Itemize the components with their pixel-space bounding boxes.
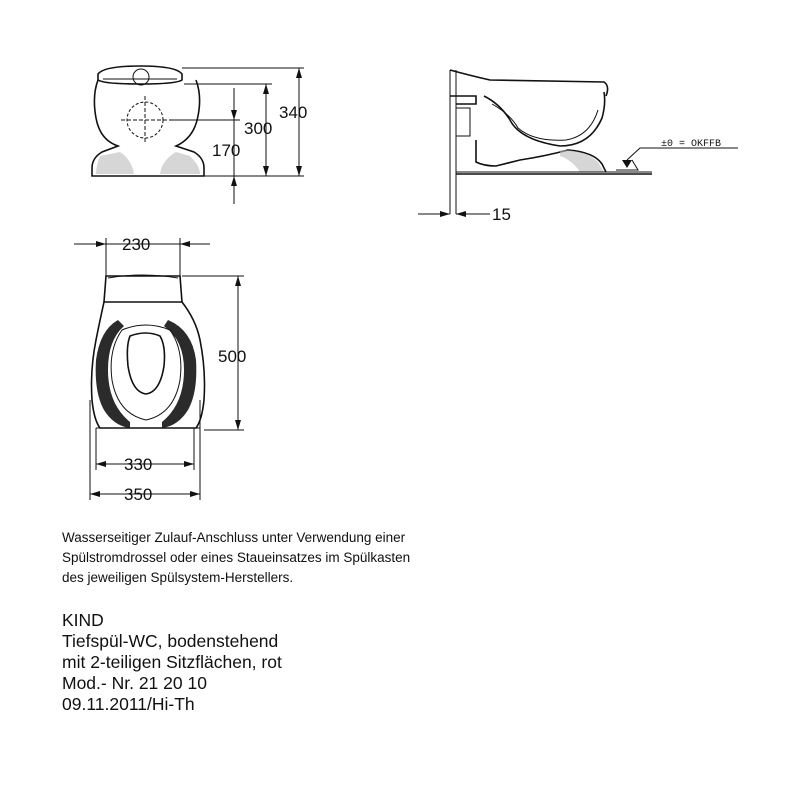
side-view bbox=[450, 70, 738, 214]
dim-350: 350 bbox=[124, 485, 153, 504]
product-date: 09.11.2011/Hi-Th bbox=[62, 694, 195, 714]
dim-340: 340 bbox=[279, 103, 308, 122]
product-model: Mod.- Nr. 21 20 10 bbox=[62, 673, 207, 693]
dim-230: 230 bbox=[122, 235, 151, 254]
note-line-2: Spülstromdrossel oder eines Staueinsatzes im Spülkasten bbox=[62, 550, 411, 565]
product-description-2: mit 2-teiligen Sitzflächen, rot bbox=[62, 652, 282, 672]
note-line-1: Wasserseitiger Zulauf-Anschluss unter Verwendung einer bbox=[62, 530, 406, 545]
note-line-3: des jeweiligen Spülsystem-Herstellers. bbox=[62, 570, 294, 585]
dim-500: 500 bbox=[218, 347, 247, 366]
dim-300: 300 bbox=[244, 119, 273, 138]
product-description-1: Tiefspül-WC, bodenstehend bbox=[62, 631, 279, 651]
reference-label: ±0 = OKFFB bbox=[661, 139, 722, 150]
installation-note bbox=[62, 528, 542, 588]
side-dimensions bbox=[418, 205, 511, 224]
top-view bbox=[92, 275, 205, 428]
product-brand: KIND bbox=[62, 610, 104, 630]
product-info bbox=[62, 610, 462, 715]
dim-170: 170 bbox=[212, 141, 241, 160]
dim-15: 15 bbox=[492, 205, 511, 224]
dim-330: 330 bbox=[124, 455, 153, 474]
front-view bbox=[92, 66, 206, 176]
